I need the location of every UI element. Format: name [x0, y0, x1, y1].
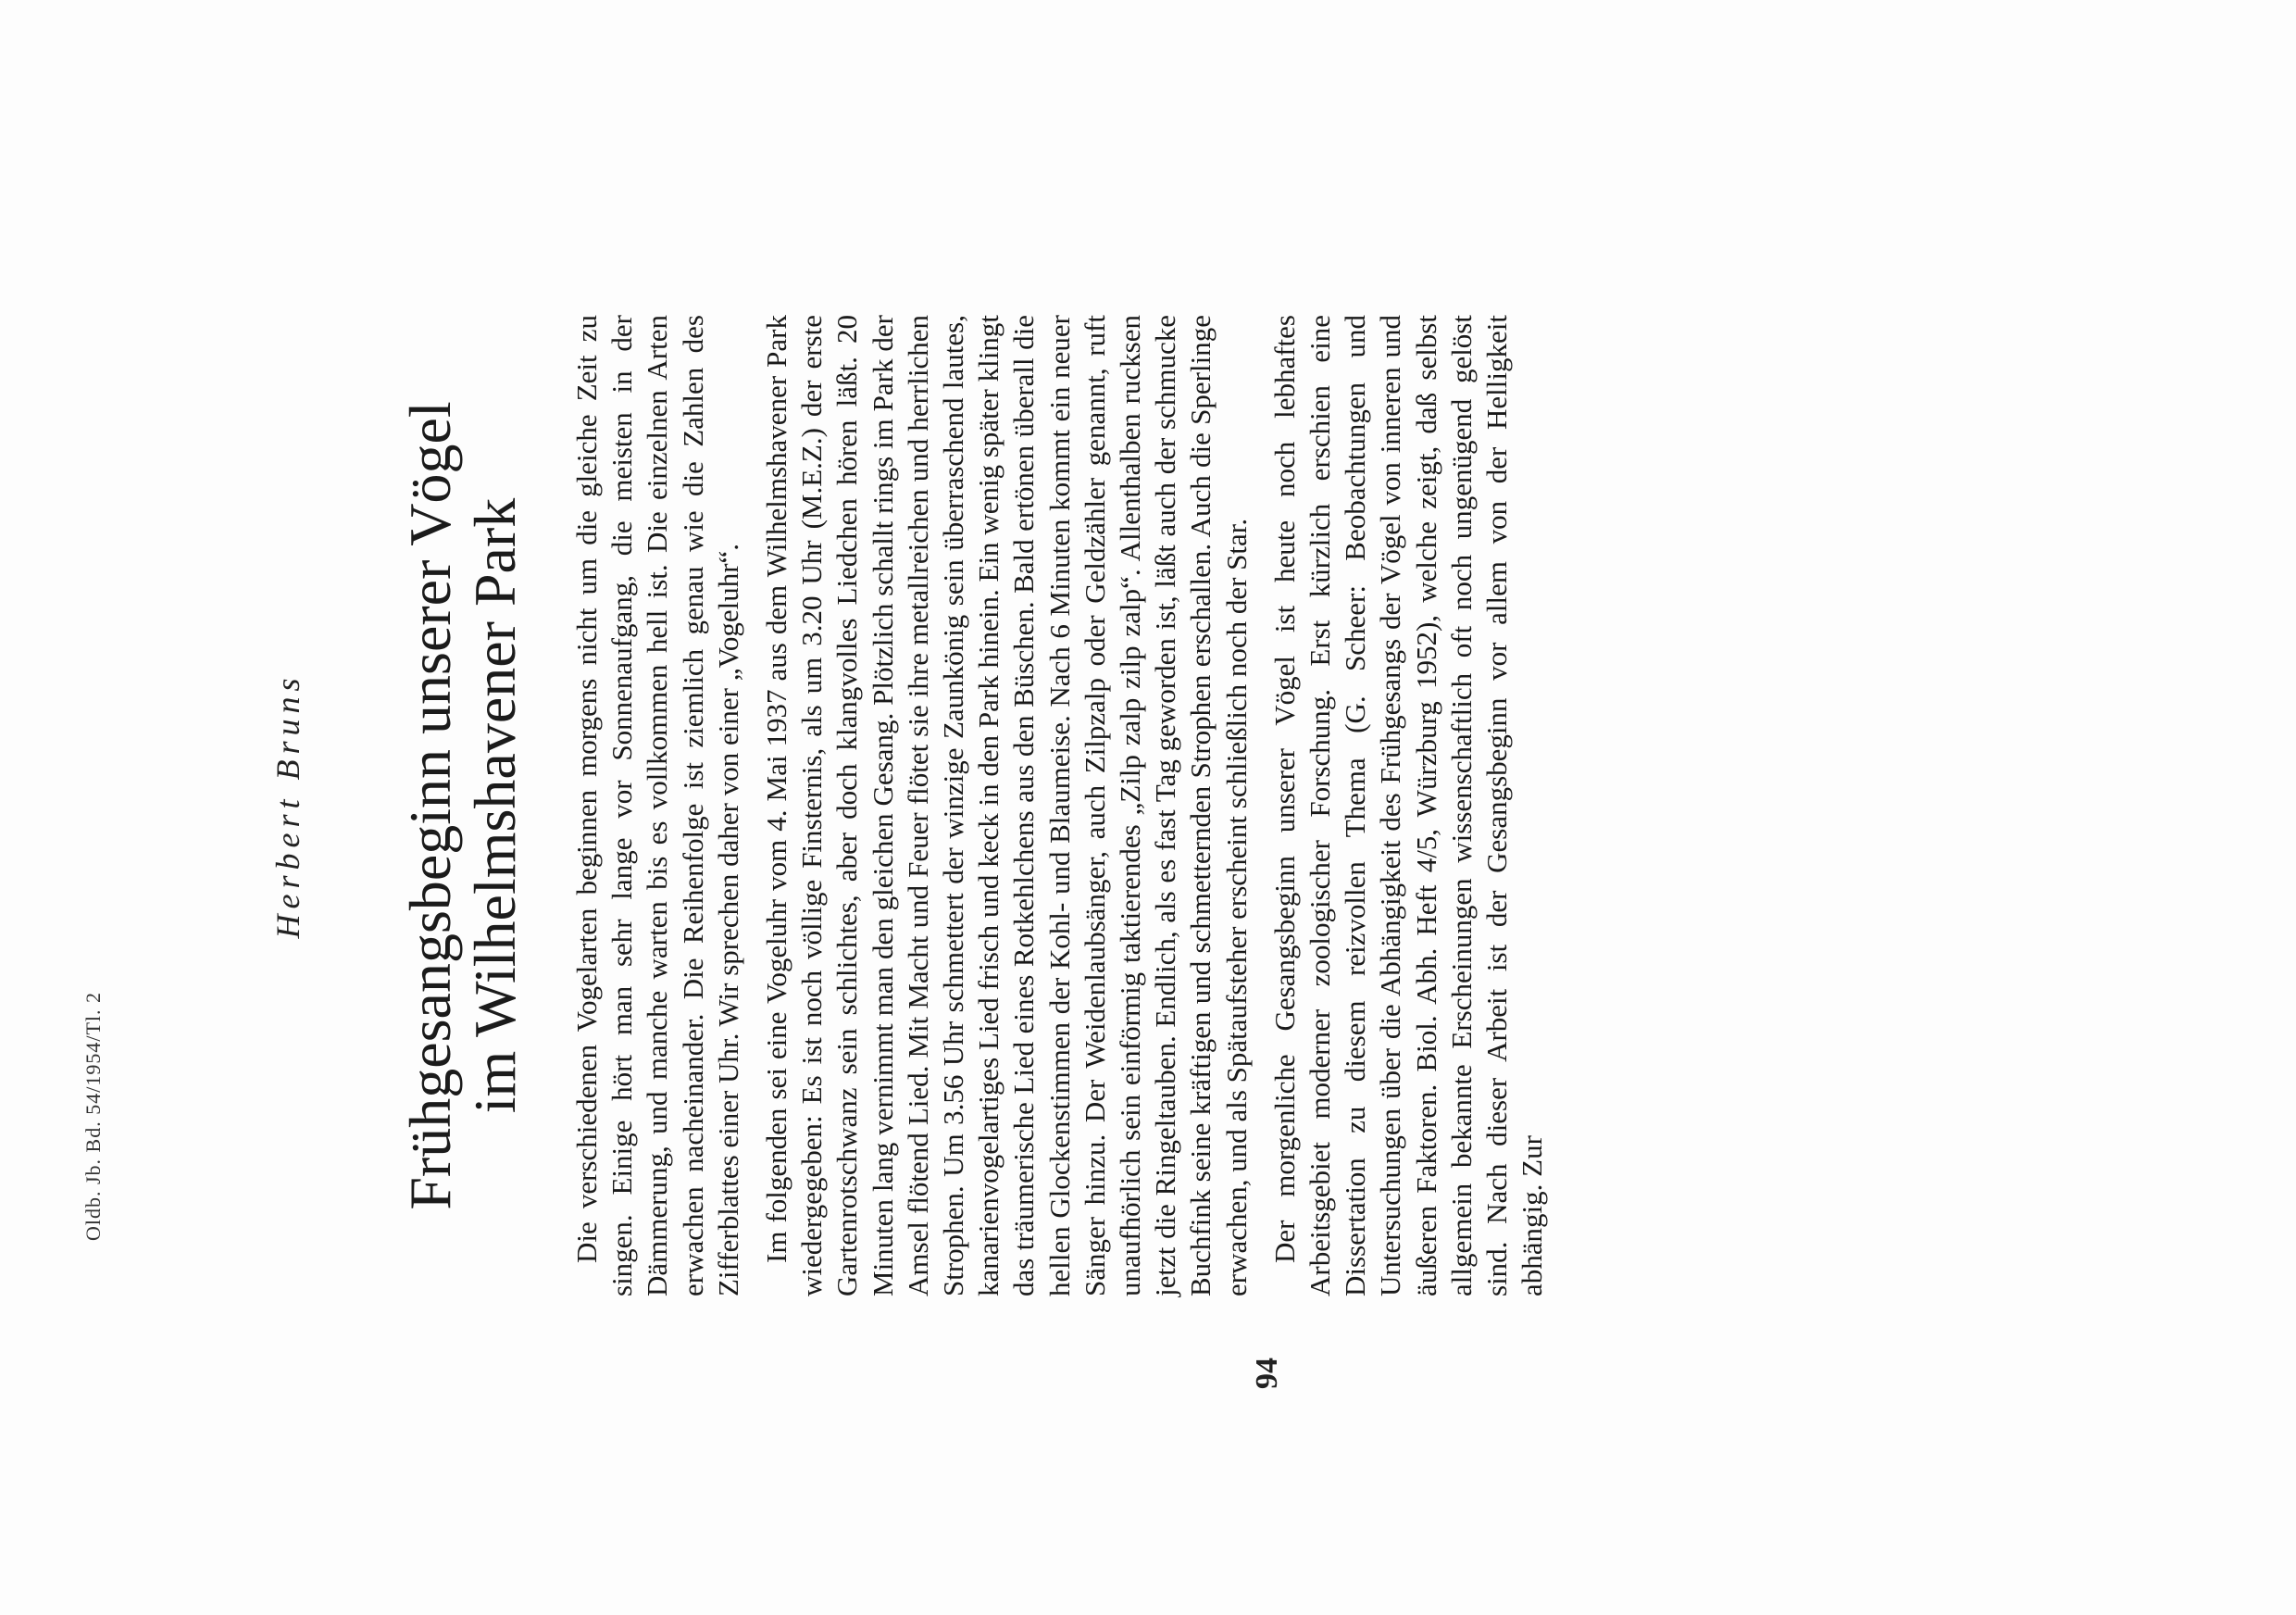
- body-paragraph-2: Im folgenden sei eine Vogeluhr vom 4. Mai 1937 aus dem Wilhelmshavener Park wiedergegeben: Es ist noch völlige Finsternis, als um 3.20 Uhr (M.E.Z.) der erste Gartenrotschwanz sein schlichtes, aber doch klangvolles Liedchen hören läßt. 20 Minuten lang vernimmt man den gleichen Gesang. Plötzlich schallt rings im Park der Amsel flötend Lied. Mit Macht und Feuer flötet sie ihre metallreichen und herrlichen Strophen. Um 3.56 Uhr schmettert der winzige Zaunkönig sein überraschend lautes, kanarienvogelartiges Lied frisch und keck in den Park hinein. Ein wenig später klingt das träumerische Lied eines Rotkehlchens aus den Büschen. Bald ertönen überall die hellen Glockenstimmen der Kohl- und Blaumeise. Nach 6 Minuten kommt ein neuer Sänger hinzu. Der Weidenlaubsänger, auch Zilpzalp oder Geldzähler genannt, ruft unaufhörlich sein einförmig taktierendes „Zilp zalp zilp zalp“. Allenthalben rucksen jetzt die Ringeltauben. Endlich, als es fast Tag geworden ist, läßt auch der schmucke Buchfink seine kräftigen und schmetternden Strophen erschallen. Auch die Sperlinge erwachen, und als Spätaufsteher erscheint schließlich noch der Star.: [760, 315, 1253, 1296]
- body-paragraph-1: Die verschiedenen Vogelarten beginnen morgens nicht um die gleiche Zeit zu singen. Einige hört man sehr lange vor Sonnenaufgang, die meisten in der Dämmerung, und manche warten bis es vollkommen hell ist. Die einzelnen Arten erwachen nacheinander. Die Reihenfolge ist ziemlich genau wie die Zahlen des Zifferblattes einer Uhr. Wir sprechen daher von einer „Vogeluhr“.: [570, 315, 744, 1296]
- article-title: [398, 83, 528, 1528]
- rotated-document-page: [0, 83, 2055, 1528]
- body-paragraph-3: Der morgenliche Gesangsbeginn unserer Vögel ist heute noch lebhaftes Arbeitsgebiet moderner zoologischer Forschung. Erst kürzlich erschien eine Dissertation zu diesem reizvollen Thema (G. Scheer: Beobachtungen und Untersuchungen über die Abhängigkeit des Frühgesangs der Vögel von inneren und äußeren Faktoren. Biol. Abh. Heft 4/5, Würzburg 1952), welche zeigt, daß selbst allgemein bekannte Erscheinungen wissenschaftlich oft noch ungenügend gelöst sind. Nach dieser Arbeit ist der Gesangsbeginn vor allem von der Helligkeit abhängig. Zur: [1267, 315, 1549, 1296]
- author-name: Herbert Bruns: [269, 672, 306, 939]
- page-number: 94: [1250, 1358, 1284, 1389]
- journal-reference: Oldb. Jb. Bd. 54/1954/Tl. 2: [81, 991, 105, 1241]
- article-body: [569, 315, 1563, 1296]
- title-line-2: im Wilhelmshavener Park: [462, 497, 528, 1114]
- title-line-1: Frühgesangsbeginn unserer Vögel: [397, 401, 463, 1210]
